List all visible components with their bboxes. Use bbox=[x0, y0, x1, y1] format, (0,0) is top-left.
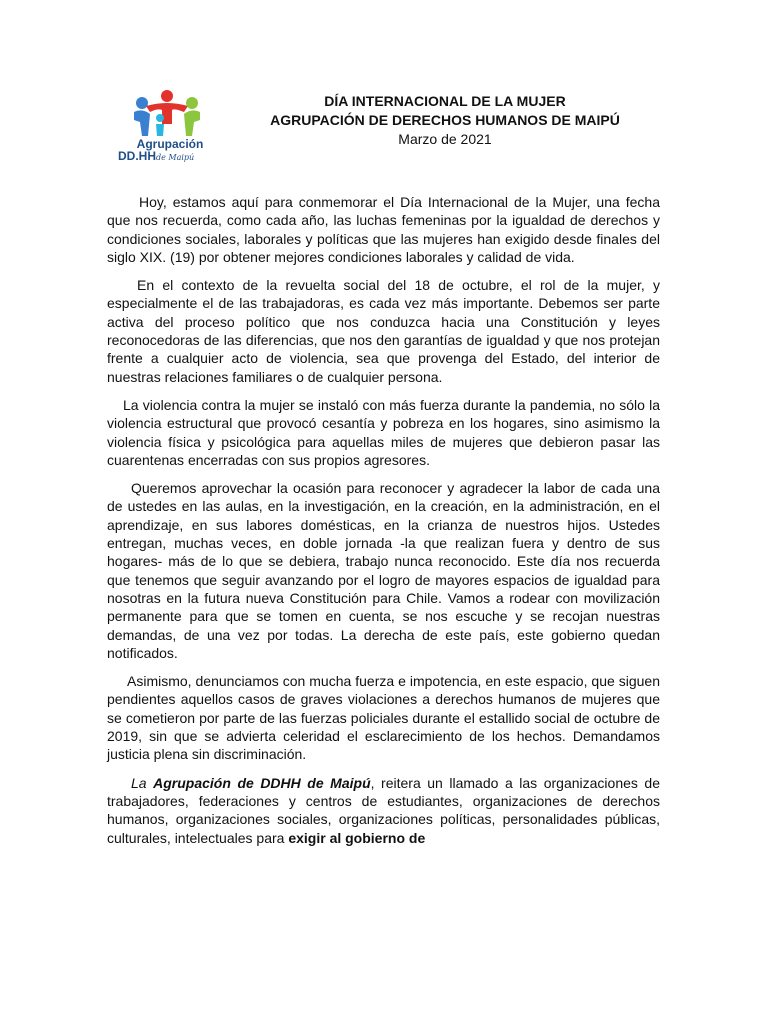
paragraph-4: Queremos aprovechar la ocasión para reconocer y agradecer la labor de cada una de ustedes en las aulas, en la investigación, en la creación, en la administración, en el aprendizaje, en sus labores domésticas, en la crianza de nuestros hijos. Ustedes entregan, muchas veces, en doble jornada -la que realizan fuera y dentro de sus hogares- más de lo que se debiera, trabajo nunca reconocido. Este día nos recuerda que tenemos que seguir avanzando por el logro de mayores espacios de igualdad para nosotras en la futura nueva Constitución para Chile. Vamos a rodear con movilización permanente para que se tomen en cuenta, se nos escuche y se recojan nuestras demandas, de una vez por todas. La derecha de este país, este gobierno quedan notificados. bbox=[107, 480, 660, 661]
organization-logo bbox=[112, 86, 222, 168]
document-body bbox=[107, 193, 660, 857]
paragraph-5: Asimismo, denunciamos con mucha fuerza e impotencia, en este espacio, que siguen pendientes aquellos casos de graves violaciones a derechos humanos de mujeres que se cometieron por parte de las fuerzas policiales durante el estallido social de octubre de 2019, sin que se advierta celeridad el esclarecimiento de los hechos. Demandamos justicia plena sin discriminación. bbox=[107, 673, 660, 763]
paragraph-6-text: , reitera un llamado a las organizaciones de trabajadores, federaciones y centros de estudiantes, organizaciones de derechos humanos, organizaciones sociales, organizaciones políticas, personalidades públicas, culturales, intelectuales para bbox=[107, 774, 660, 846]
document-header bbox=[230, 92, 660, 149]
document-date: Marzo de 2021 bbox=[398, 131, 492, 147]
paragraph-3: La violencia contra la mujer se instaló con más fuerza durante la pandemia, no sólo la violencia estructural que provocó cesantía y pobreza en los hogares, sino asimismo la violencia física y psicológica para aquellas miles de mujeres que debieron pasar las cuarentenas encerradas con sus propios agresores. bbox=[107, 396, 660, 468]
document-title: DÍA INTERNACIONAL DE LA MUJER bbox=[324, 93, 566, 109]
logo-text-script: de Maipú bbox=[156, 153, 195, 162]
logo-text-ddhh: DD.HH bbox=[118, 149, 156, 163]
logo-text-line2 bbox=[118, 150, 194, 164]
logo-text-line1: Agrupación bbox=[136, 137, 204, 151]
people-logo-icon bbox=[130, 90, 204, 142]
document-subtitle: AGRUPACIÓN DE DERECHOS HUMANOS DE MAIPÚ bbox=[270, 112, 620, 128]
paragraph-6-demand: exigir al gobierno de bbox=[288, 829, 426, 846]
paragraph-1: Hoy, estamos aquí para conmemorar el Día Internacional de la Mujer, una fecha que nos recuerda, como cada año, las luchas femeninas por la igualdad de derechos y condiciones sociales, laborales y políticas que las mujeres han exigido desde finales del siglo XIX. (19) por obtener mejores condiciones laborales y calidad de vida. bbox=[107, 194, 660, 265]
paragraph-2: En el contexto de la revuelta social del 18 de octubre, el rol de la mujer, y especialmente el de las trabajadoras, es cada vez más importante. Debemos ser parte activa del proceso político que nos conduzca hacia una Constitución y leyes reconocedoras de las diferencias, que nos den garantías de igualdad y que nos protejan frente a cualquier acto de violencia, sea que provenga del Estado, del interior de nuestras relaciones familiares o de cualquier persona. bbox=[107, 277, 660, 385]
organization-name: Agrupación de DDHH de Maipú bbox=[153, 774, 371, 791]
paragraph-6 bbox=[107, 774, 660, 847]
paragraph-6-article: La bbox=[131, 774, 147, 791]
